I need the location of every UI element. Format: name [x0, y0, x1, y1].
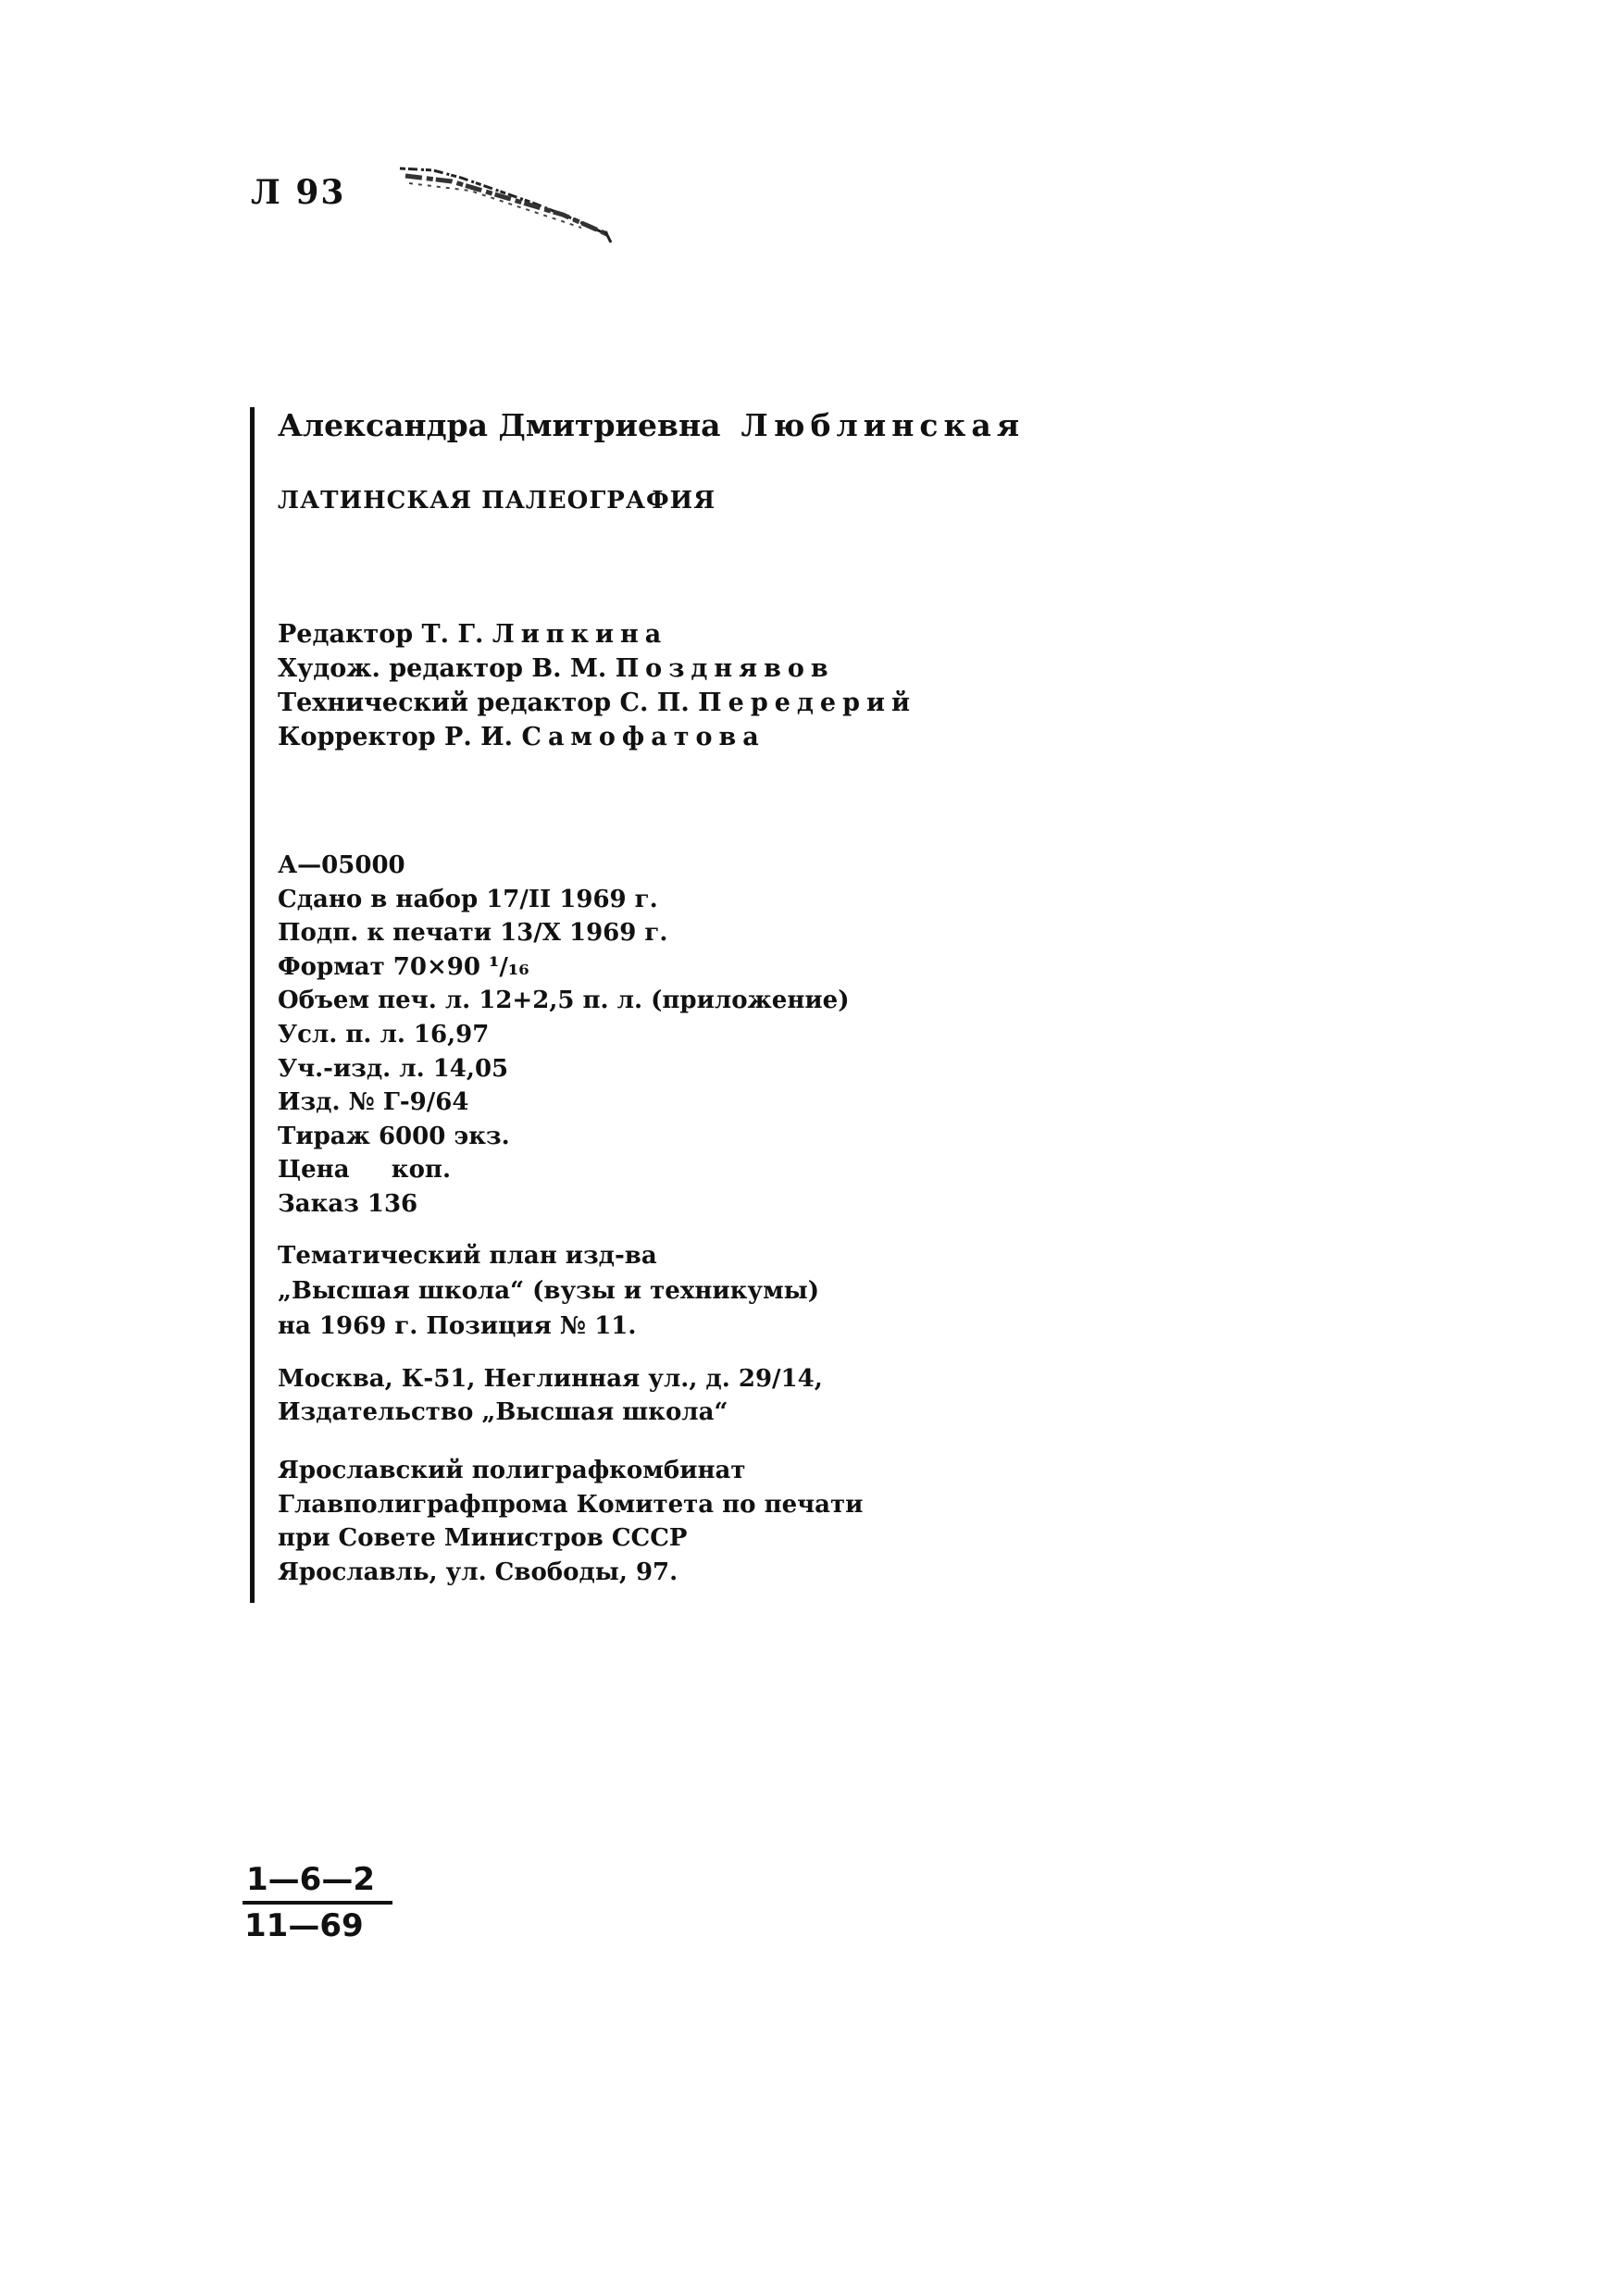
imprint-line: Сдано в набор 17/II 1969 г.	[278, 885, 658, 913]
author-line	[278, 403, 1025, 448]
imprint-line: А—05000	[278, 851, 405, 879]
printer-line: Ярославский полиграфкомбинат	[278, 1457, 746, 1484]
staff-line	[278, 617, 916, 652]
staff-line	[278, 686, 916, 720]
imprint-line: Заказ 136	[278, 1189, 418, 1218]
fraction-denominator: 11—69	[244, 1907, 364, 1944]
staff-name: Самофатова	[521, 723, 765, 751]
imprint-line: Уч.-изд. л. 14,05	[278, 1054, 509, 1083]
printer-info	[278, 1454, 863, 1589]
book-title	[278, 482, 716, 519]
imprint-line: Усл. п. л. 16,97	[278, 1020, 490, 1049]
publisher-line: Москва, К-51, Неглинная ул., д. 29/14,	[278, 1365, 823, 1393]
printer-line: Ярославль, ул. Свободы, 97.	[278, 1558, 678, 1586]
staff-line	[278, 720, 916, 754]
imprint-line: Подп. к печати 13/X 1969 г.	[278, 919, 668, 948]
fraction-numerator: 1—6—2	[246, 1861, 375, 1898]
editorial-staff	[278, 617, 916, 754]
library-stamp-mark	[396, 157, 618, 245]
imprint-line: Объем печ. л. 12+2,5 п. л. (приложение)	[278, 987, 850, 1015]
printer-line: при Совете Министров СССР	[278, 1524, 688, 1552]
thematic-plan	[278, 1238, 819, 1344]
plan-line: „Высшая школа“ (вузы и техникумы)	[278, 1277, 820, 1305]
fraction-bar	[243, 1901, 392, 1905]
imprint-line: Тираж 6000 экз.	[278, 1122, 510, 1150]
publisher-line: Издательство „Высшая школа“	[278, 1398, 728, 1426]
imprint-details	[278, 849, 850, 1222]
staff-role: Корректор Р. И.	[278, 723, 514, 751]
imprint-line: Формат 70×90 ¹/₁₆	[278, 952, 529, 981]
edition-code-fraction	[243, 1860, 392, 1945]
library-classification-code: Л 93	[251, 173, 346, 212]
staff-line	[278, 652, 916, 686]
staff-role: Худож. редактор В. М.	[278, 654, 607, 683]
title-text: ЛАТИНСКАЯ ПАЛЕОГРАФИЯ	[278, 487, 716, 515]
staff-role: Редактор Т. Г.	[278, 620, 484, 649]
staff-name: Передерий	[698, 689, 916, 717]
staff-name: Позднявов	[615, 654, 835, 683]
plan-line: Тематический план изд-ва	[278, 1242, 657, 1270]
printer-line: Главполиграфпрома Комитета по печати	[278, 1490, 864, 1519]
author-name: Александра Дмитриевна	[278, 407, 721, 443]
author-surname: Люблинская	[741, 407, 1026, 443]
imprint-line: Изд. № Г-9/64	[278, 1088, 469, 1117]
staff-role: Технический редактор С. П.	[278, 689, 690, 717]
plan-line: на 1969 г. Позиция № 11.	[278, 1312, 637, 1340]
staff-name: Липкина	[492, 620, 668, 649]
publisher-address	[278, 1362, 823, 1429]
margin-rule	[250, 407, 255, 1603]
imprint-line: Цена коп.	[278, 1156, 452, 1185]
